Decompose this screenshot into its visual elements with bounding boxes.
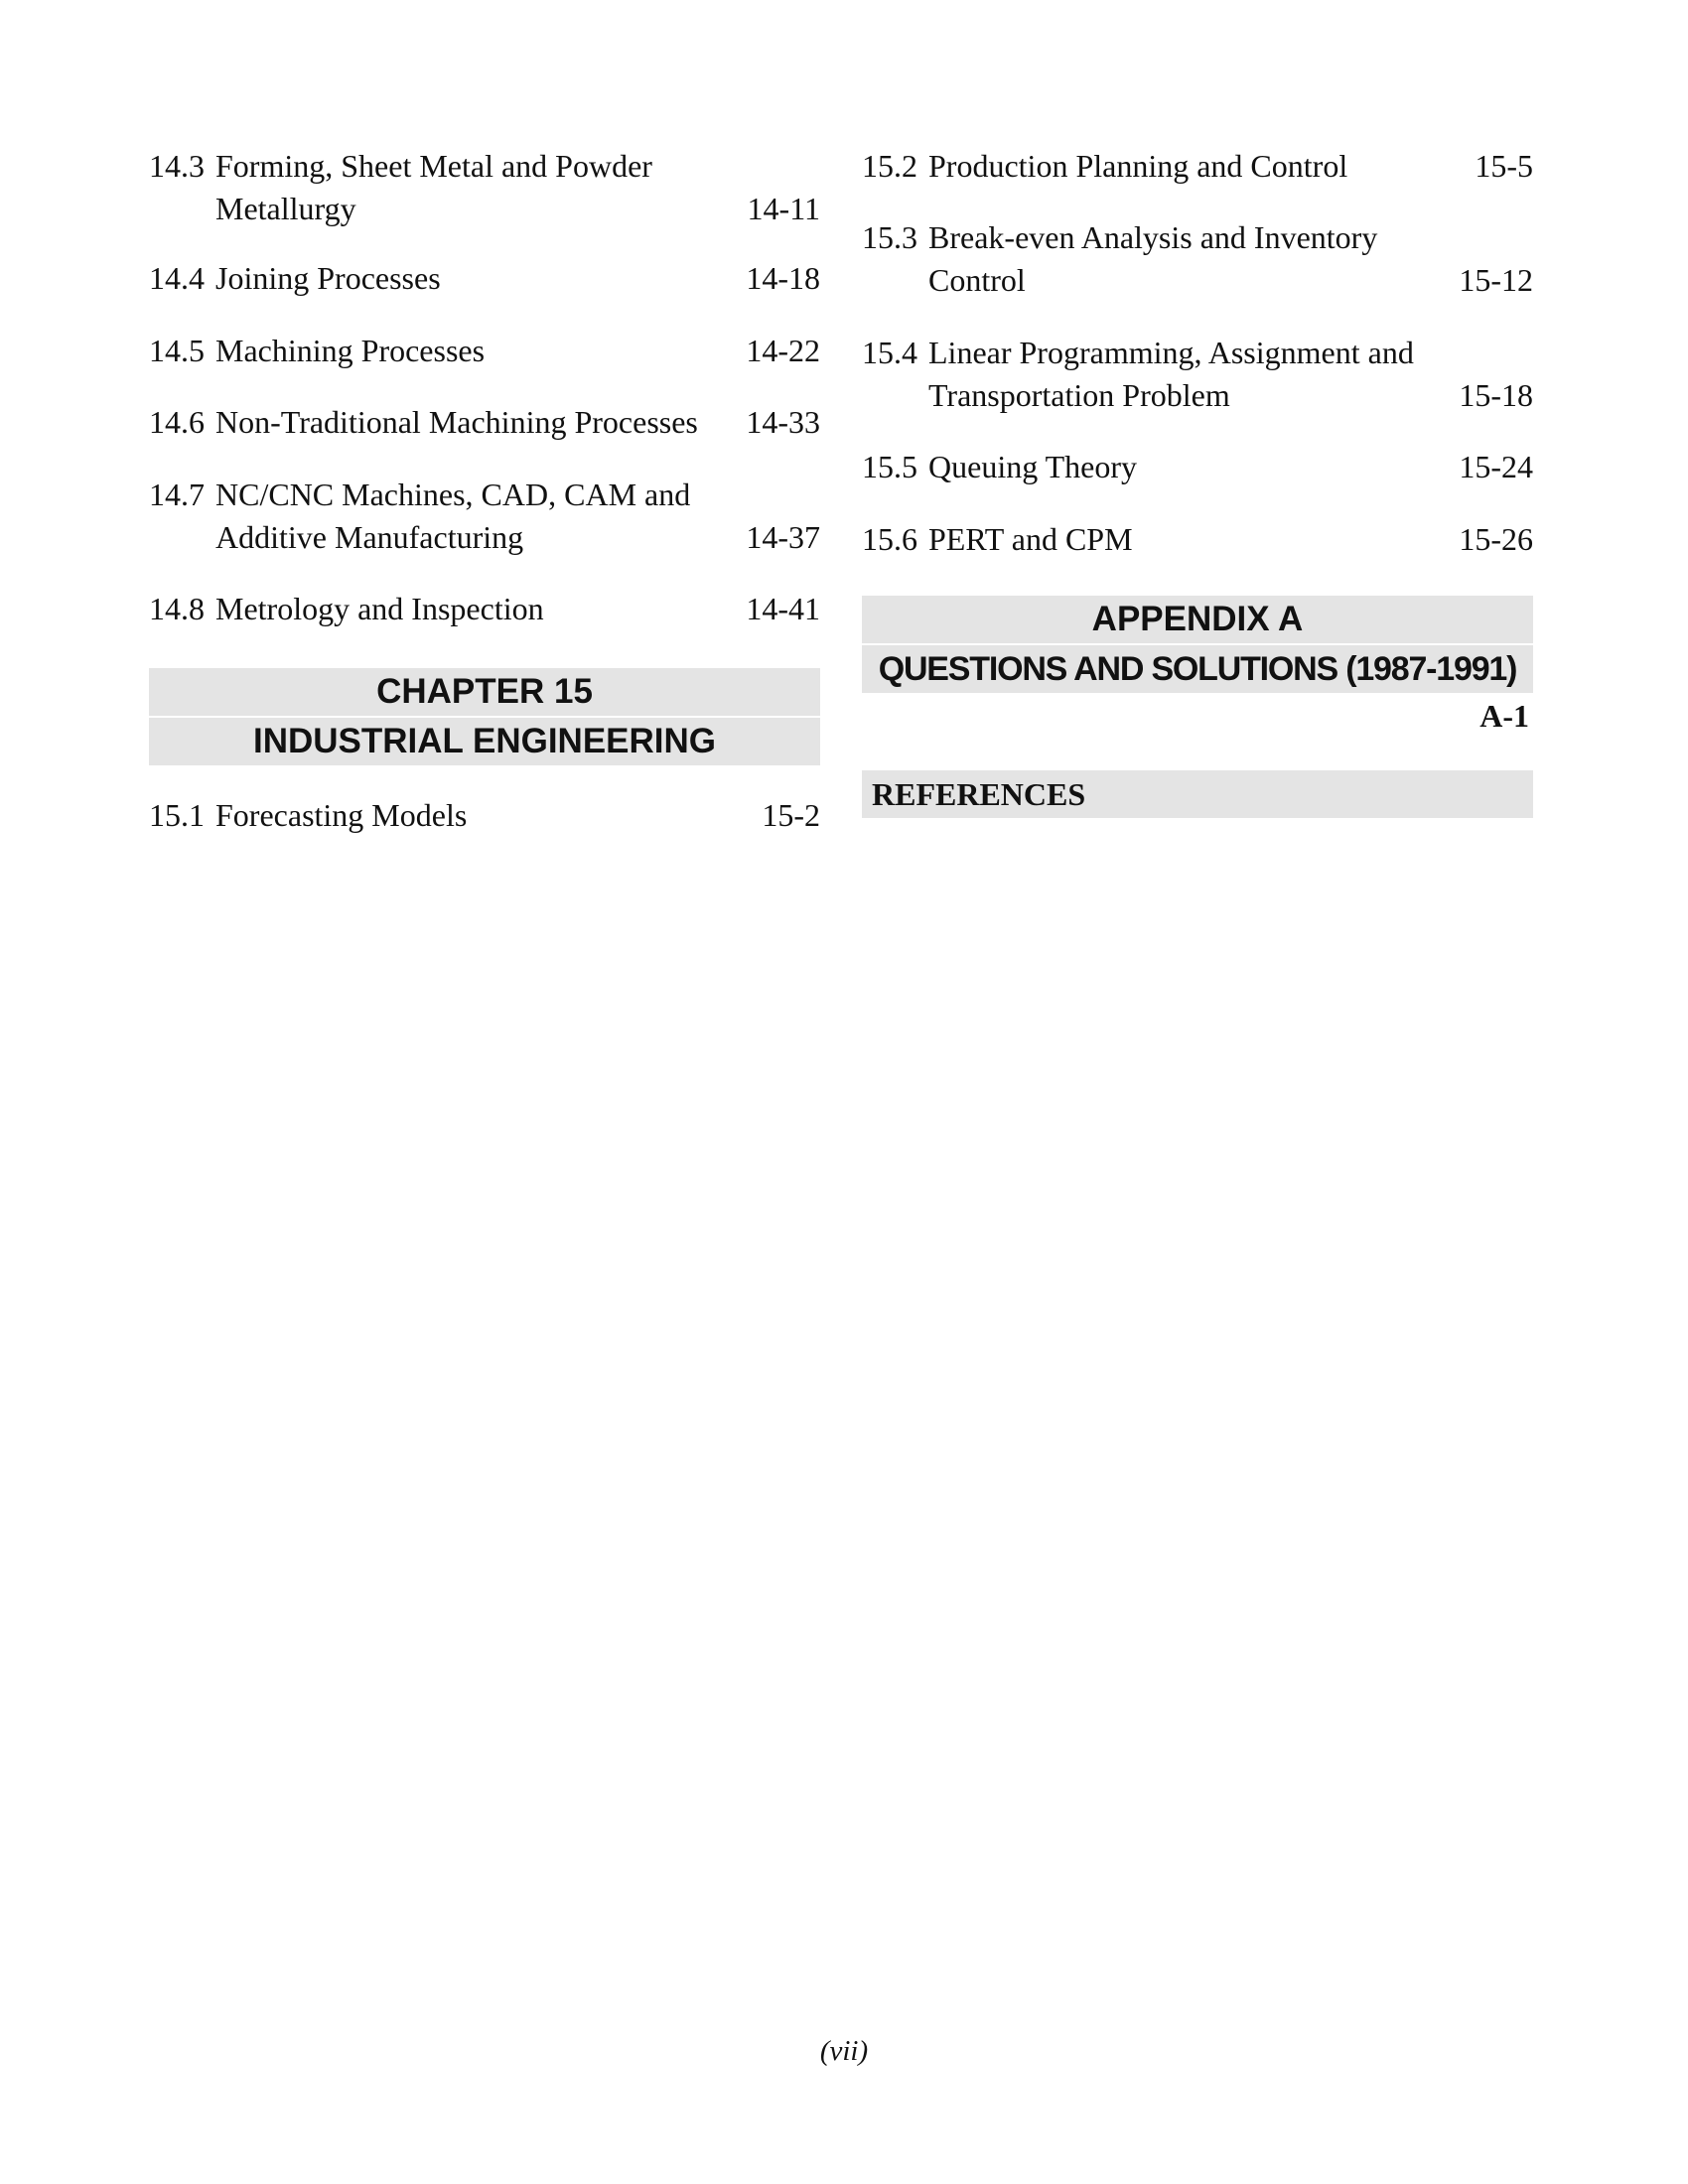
toc-entry[interactable] <box>149 474 820 559</box>
toc-entry-number: 14.8 <box>149 591 205 626</box>
toc-entry-number: 14.5 <box>149 333 205 368</box>
toc-entry-number: 14.7 <box>149 477 205 512</box>
chapter-title: INDUSTRIAL ENGINEERING <box>149 718 820 765</box>
appendix-page[interactable]: A-1 <box>1479 698 1529 734</box>
toc-entry[interactable] <box>862 446 1533 488</box>
toc-entry-page: 15-18 <box>1459 377 1533 413</box>
toc-entry-title: Metrology and Inspection <box>215 591 544 626</box>
toc-entry-title: Queuing Theory <box>928 449 1138 484</box>
toc-entry-page: 14-11 <box>747 191 820 226</box>
toc-entry-page: 14-22 <box>746 333 820 368</box>
toc-entry[interactable] <box>149 257 820 300</box>
toc-entry-title: PERT and CPM <box>928 521 1133 557</box>
chapter-heading: CHAPTER 15 <box>149 668 820 716</box>
toc-entry-number: 15.6 <box>862 521 917 557</box>
toc-entry-page: 14-18 <box>746 260 820 296</box>
toc-entry[interactable] <box>149 330 820 372</box>
toc-entry-title: Forming, Sheet Metal and Powder Metallurgy <box>215 148 652 226</box>
toc-entry-page: 15-26 <box>1459 521 1533 557</box>
page-number: (vii) <box>819 2035 869 2067</box>
toc-entry[interactable] <box>862 216 1533 302</box>
toc-entry-title: Joining Processes <box>215 260 441 296</box>
toc-entry-number: 15.4 <box>862 335 917 370</box>
references-label: REFERENCES <box>872 776 1086 812</box>
toc-entry-page: 14-33 <box>746 404 820 440</box>
toc-entry-number: 15.2 <box>862 148 917 184</box>
references-heading[interactable] <box>862 770 1533 818</box>
toc-entry[interactable] <box>862 332 1533 417</box>
toc-entry[interactable] <box>149 401 820 444</box>
toc-entry-page: 15-12 <box>1459 262 1533 298</box>
toc-entry-page: 15-2 <box>762 797 820 833</box>
toc-entry-number: 14.4 <box>149 260 205 296</box>
toc-entry[interactable] <box>862 145 1533 188</box>
toc-entry-title: Non-Traditional Machining Processes <box>215 404 698 440</box>
toc-entry-page: 14-37 <box>746 519 820 555</box>
toc-entry-number: 15.1 <box>149 797 205 833</box>
toc-entry[interactable] <box>149 588 820 630</box>
toc-entry-number: 15.3 <box>862 219 917 255</box>
toc-entry-number: 15.5 <box>862 449 917 484</box>
toc-entry-page: 15-5 <box>1475 148 1533 184</box>
toc-entry[interactable] <box>149 145 820 230</box>
toc-entry-title: Linear Programming, Assignment and Transportation Problem <box>928 335 1414 413</box>
toc-entry-title: NC/CNC Machines, CAD, CAM and Additive Manufacturing <box>215 477 691 555</box>
toc-entry-number: 14.3 <box>149 148 205 184</box>
toc-entry-title: Production Planning and Control <box>928 148 1348 184</box>
toc-entry[interactable] <box>149 794 820 837</box>
toc-entry-number: 14.6 <box>149 404 205 440</box>
toc-entry-title: Break-even Analysis and Inventory Control <box>928 219 1378 298</box>
toc-entry-page: 14-41 <box>746 591 820 626</box>
toc-entry-page: 15-24 <box>1459 449 1533 484</box>
toc-entry-title: Machining Processes <box>215 333 486 368</box>
appendix-title: QUESTIONS AND SOLUTIONS (1987-1991) <box>862 645 1533 693</box>
appendix-heading: APPENDIX A <box>862 596 1533 643</box>
toc-entry-title: Forecasting Models <box>215 797 468 833</box>
toc-entry[interactable] <box>862 518 1533 561</box>
